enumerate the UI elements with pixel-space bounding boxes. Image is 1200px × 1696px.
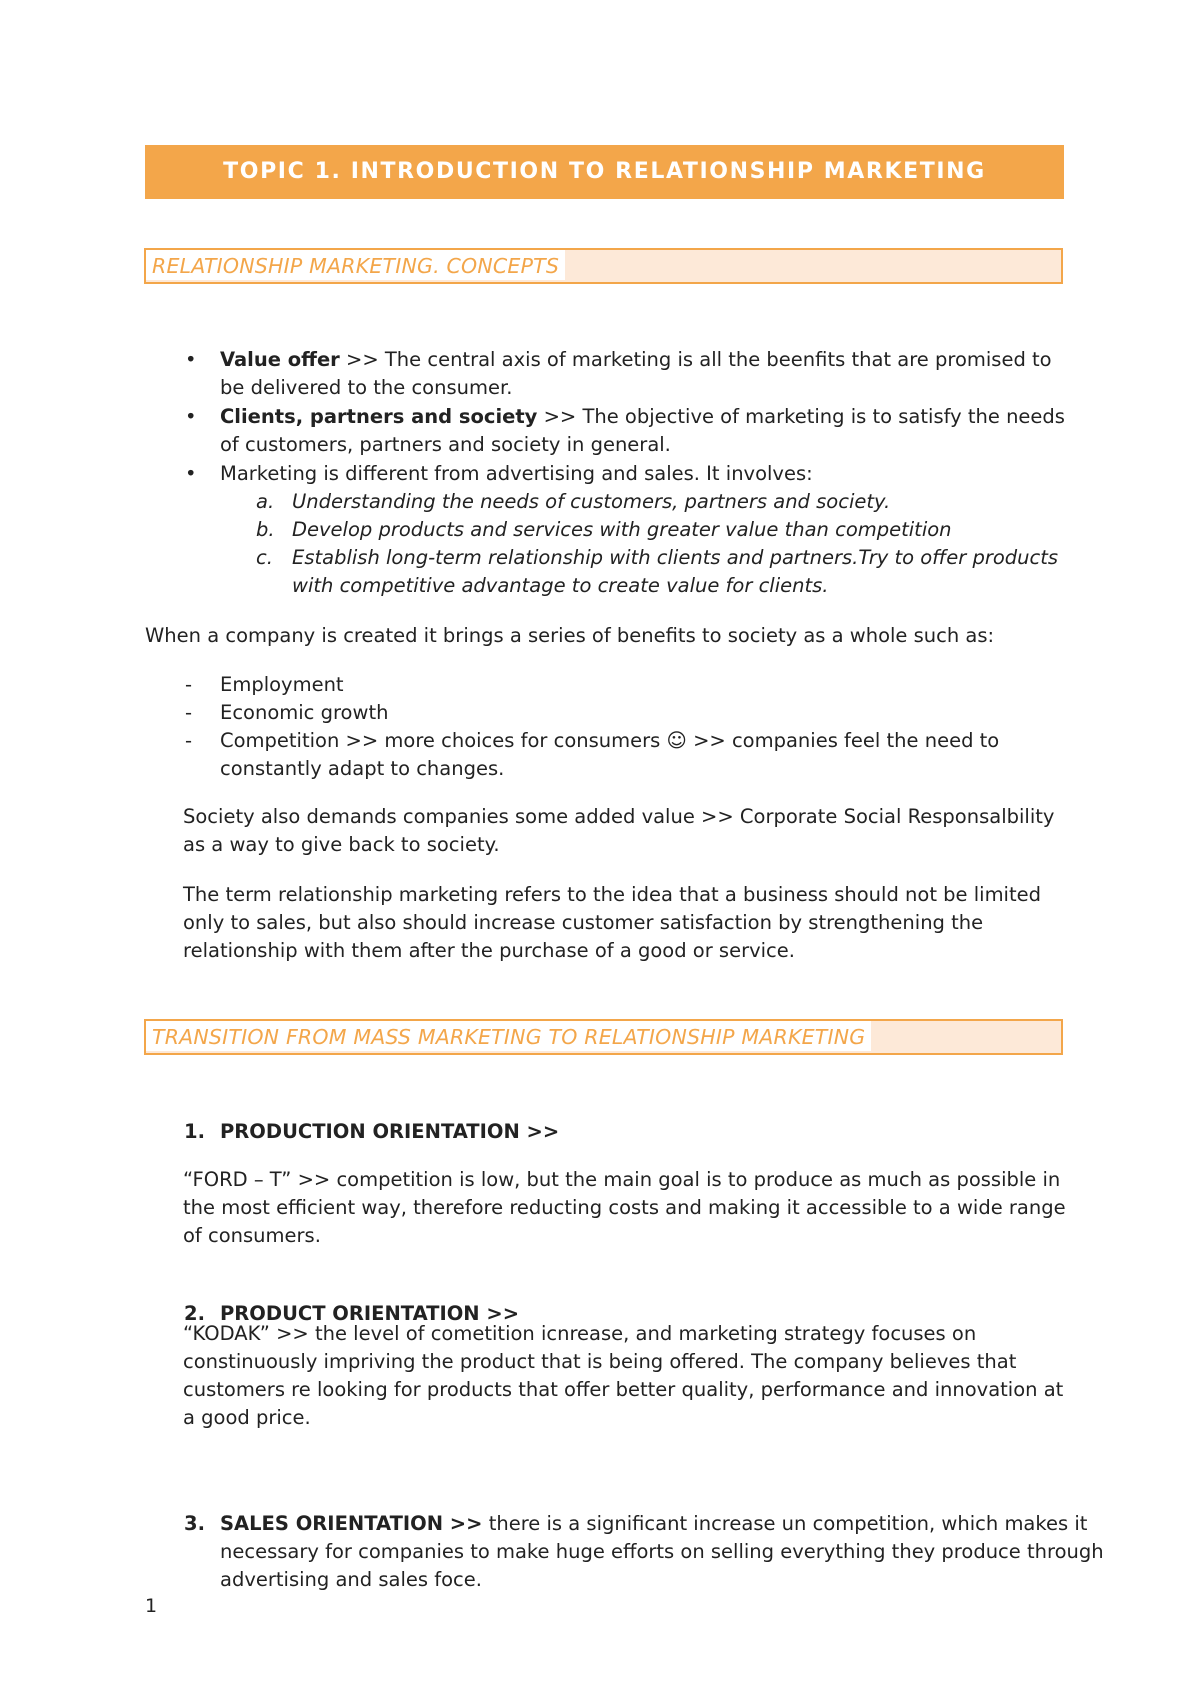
- list-item: [185, 699, 1075, 727]
- dash-marker: -: [185, 701, 193, 724]
- sub-marker: b.: [256, 518, 275, 541]
- sub-list-item: [256, 488, 1075, 516]
- list-item: [185, 727, 1075, 783]
- bullet-icon: •: [185, 348, 197, 371]
- bullet-icon: •: [185, 405, 197, 428]
- bullet-text: >> The central axis of marketing is all the beenfits that are promised to be delivered to the consumer.: [220, 348, 1052, 399]
- sub-marker: a.: [256, 490, 275, 513]
- orientation-item-1: [184, 1118, 1111, 1146]
- concepts-bullet-list: [185, 346, 1075, 601]
- item-title: PRODUCT ORIENTATION >>: [220, 1302, 520, 1325]
- sub-list-item: [256, 516, 1075, 544]
- list-item: [185, 346, 1075, 402]
- orientation-item-3: [184, 1510, 1111, 1594]
- dash-text: Employment: [220, 673, 344, 696]
- bullet-icon: •: [185, 462, 197, 485]
- item-title: PRODUCTION ORIENTATION >>: [220, 1120, 560, 1143]
- sub-marker: c.: [256, 546, 273, 569]
- sub-text: Establish long-term relationship with clients and partners.Try to offer products with competitive advantage to create value for clients.: [292, 546, 1059, 597]
- sub-text: Develop products and services with greater value than competition: [292, 518, 952, 541]
- page-number: 1: [145, 1595, 158, 1617]
- bullet-term: Clients, partners and society: [220, 405, 538, 428]
- section-heading-transition: [144, 1019, 1063, 1055]
- item-text: there is a significant increase un competition, which makes it necessary for companies to make huge efforts on selling everything they produce through advertising and sales foce.: [220, 1512, 1104, 1591]
- csr-paragraph: Society also demands companies some added value >> Corporate Social Responsalbility as a way to give back to society.: [183, 805, 1055, 856]
- dash-text: Economic growth: [220, 701, 389, 724]
- section-heading-label: TRANSITION FROM MASS MARKETING TO RELATIONSHIP MARKETING: [146, 1021, 871, 1053]
- benefits-dash-list: [185, 671, 1075, 783]
- item-number: 1.: [184, 1120, 205, 1143]
- sub-text: Understanding the needs of customers, partners and society.: [292, 490, 891, 513]
- item-number: 2.: [184, 1302, 205, 1325]
- dash-marker: -: [185, 729, 193, 752]
- bullet-text: Marketing is different from advertising and sales. It involves:: [220, 462, 813, 485]
- bullet-term: Value offer: [220, 348, 340, 371]
- item-title: SALES ORIENTATION >>: [220, 1512, 483, 1535]
- benefits-intro: When a company is created it brings a series of benefits to society as a whole such as:: [145, 624, 995, 647]
- sub-list: [256, 488, 1075, 600]
- orientation-text-1: “FORD – T” >> competition is low, but the main goal is to produce as much as possible in the most efficient way, therefore reducting costs and making it accessible to a wide range of consumers.: [183, 1168, 1066, 1247]
- list-item: [185, 460, 1075, 600]
- bullet-text: >> The objective of marketing is to satisfy the needs of customers, partners and society in general.: [220, 405, 1065, 456]
- dash-text: Competition >> more choices for consumers: [220, 729, 667, 752]
- section-heading-label: RELATIONSHIP MARKETING. CONCEPTS: [146, 250, 565, 282]
- sub-list-item: [256, 544, 1075, 600]
- dash-marker: -: [185, 673, 193, 696]
- item-number: 3.: [184, 1512, 205, 1535]
- section-heading-concepts: [144, 248, 1063, 284]
- term-paragraph: The term relationship marketing refers to the idea that a business should not be limited only to sales, but also should increase customer satisfaction by strengthening the relationship with them after the purchase of a good or service.: [183, 883, 1041, 962]
- orientation-text-2: “KODAK” >> the level of cometition icnrease, and marketing strategy focuses on constinuously impriving the product that is being offered. The company believes that customers re looking for products that offer better quality, performance and innovation at a good price.: [183, 1322, 1064, 1429]
- list-item: [185, 403, 1075, 459]
- topic-title-banner: [145, 145, 1064, 199]
- topic-title: TOPIC 1. INTRODUCTION TO RELATIONSHIP MARKETING: [223, 159, 986, 184]
- dash-text-continued: >> companies feel the need to constantly adapt to changes.: [220, 729, 1000, 780]
- list-item: [185, 671, 1075, 699]
- smiley-icon: ☺: [666, 729, 687, 752]
